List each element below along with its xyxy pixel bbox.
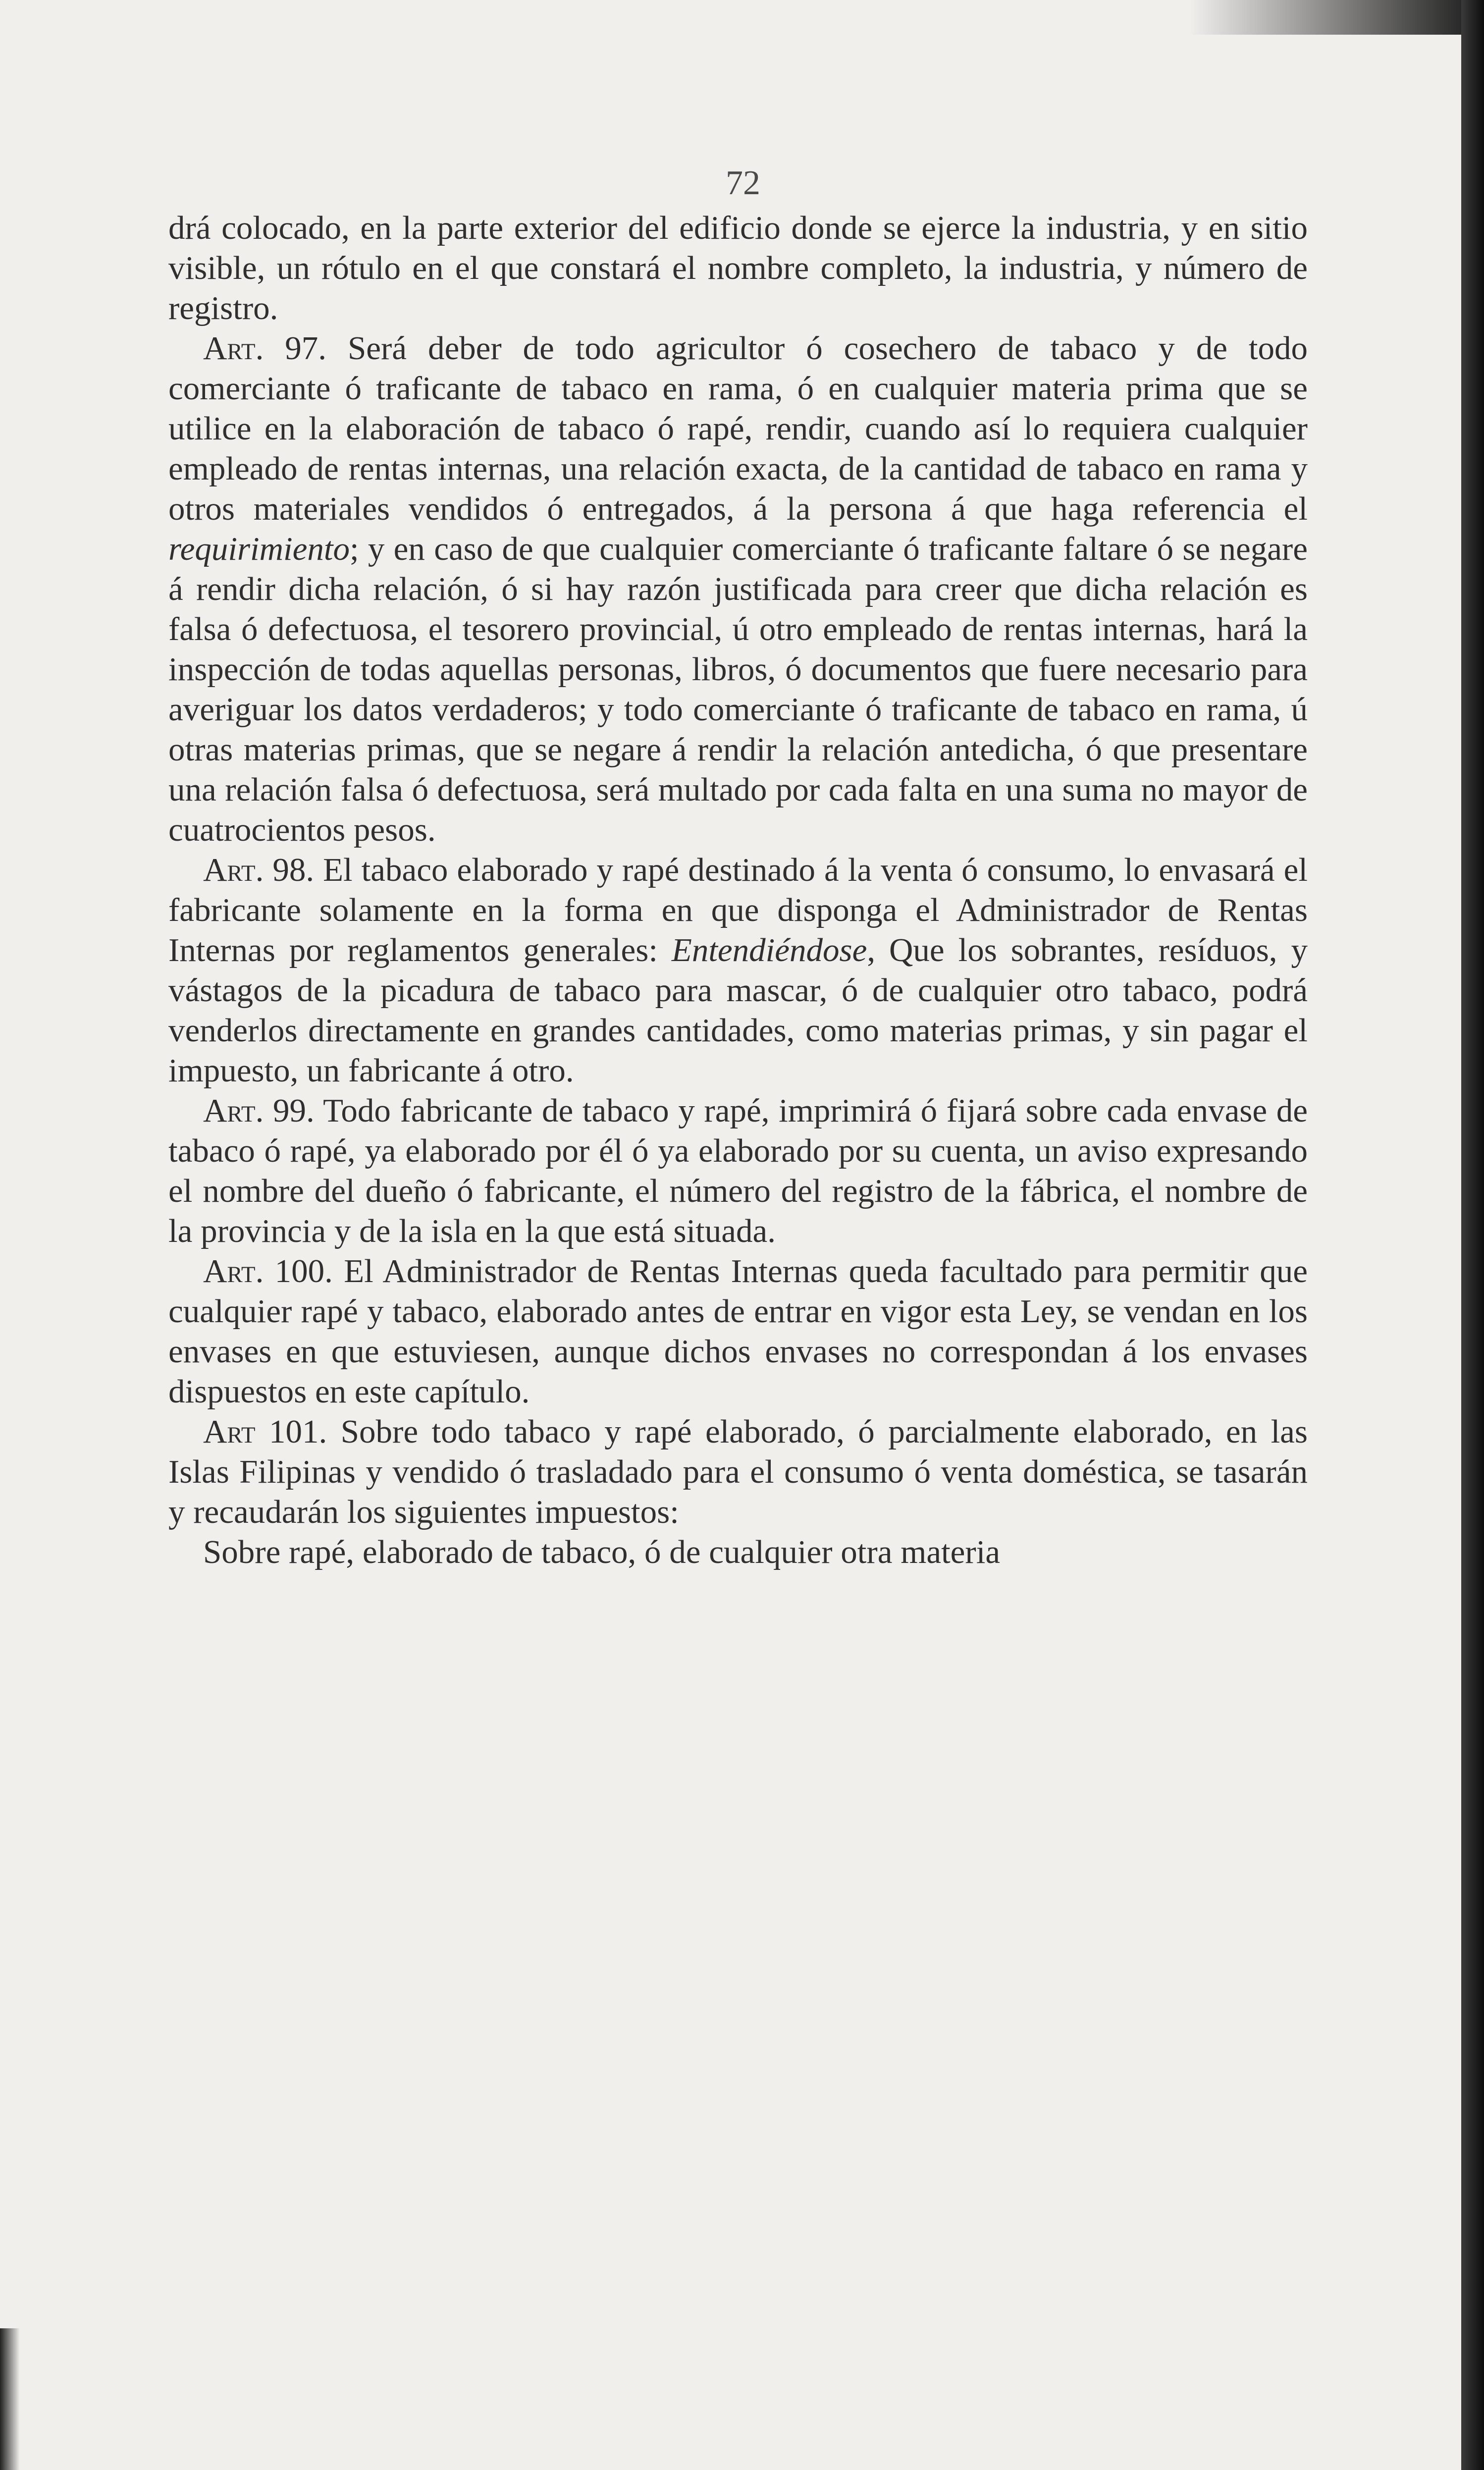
paragraph-text: El tabaco elaborado y rapé destinado á la venta ó consumo, lo envasará el fabricante solamente en la forma en que disponga el Administrador de Rentas Internas por reglamentos generales: [168, 852, 1308, 968]
paragraph-text: ; y en caso de que cualquier comerciante ó traficante faltare ó se negare á rendir dicha relación, ó si hay razón justificada para creer que dicha relación es falsa ó defectuosa, el tesorero provincial, ú otro empleado de rentas internas, hará la inspección de todas aquellas personas, libros, ó documentos que fuere necesario para averiguar los datos verdaderos; y todo comerciante ó traficante de tabaco en rama, ú otras materias primas, que se negare á rendir la relación antedicha, ó que presentare una relación falsa ó defectuosa, será multado por cada falta en una suma no mayor de cuatrocientos pesos. [168, 531, 1308, 848]
scan-shadow [1189, 0, 1461, 35]
paragraph-text: , Que los sobrantes, resíduos, y vástagos de la picadura de tabaco para mascar, ó de cualquier otro tabaco, podrá venderlos directamente en grandes cantidades, como materias primas, y sin pagar el impuesto, un fabricante á otro. [168, 932, 1308, 1089]
article-paragraph [168, 1091, 1308, 1251]
italic-text: requirimiento [168, 531, 350, 567]
article-paragraph [168, 1251, 1308, 1412]
article-label: Art 101. [203, 1413, 327, 1450]
paragraph-text: Todo fabricante de tabaco y rapé, imprimirá ó fijará sobre cada envase de tabaco ó rapé, ya elaborado por él ó ya elaborado por su cuenta, un aviso expresando el nombre del dueño ó fabricante, el número del registro de la fábrica, el nombre de la provincia y de la isla en la que está situada. [168, 1092, 1308, 1249]
paragraph-text: Será deber de todo agricultor ó cosechero de tabaco y de todo comerciante ó traficante de tabaco en rama, ó en cualquier materia prima que se utilice en la elaboración de tabaco ó rapé, rendir, cuando así lo requiera cualquier empleado de rentas internas, una relación exacta, de la cantidad de tabaco en rama y otros materiales vendidos ó entregados, á la persona á que haga referencia el [168, 330, 1308, 527]
article-paragraph [168, 328, 1308, 850]
article-paragraph [168, 850, 1308, 1091]
paragraph-text: drá colocado, en la parte exterior del edificio donde se ejerce la industria, y en sitio visible, un rótulo en el que constará el nombre completo, la industria, y número de registro. [168, 210, 1308, 326]
body-text [168, 208, 1308, 1572]
page-number: 72 [726, 164, 760, 202]
paragraph [168, 208, 1308, 328]
scan-edge-mark [0, 2328, 20, 2470]
italic-text: Entendiéndose [671, 932, 867, 968]
paragraph [168, 1532, 1308, 1572]
article-label: Art. 100. [203, 1253, 333, 1289]
article-label: Art. 99. [203, 1092, 315, 1129]
paragraph-text: Sobre todo tabaco y rapé elaborado, ó parcialmente elaborado, en las Islas Filipinas y vendido ó trasladado para el consumo ó venta doméstica, se tasarán y recaudarán los siguientes impuestos: [168, 1413, 1308, 1530]
paragraph-text: Sobre rapé, elaborado de tabaco, ó de cualquier otra materia [203, 1534, 1001, 1570]
book-spine-edge [1461, 0, 1484, 2470]
paragraph-text: El Administrador de Rentas Internas queda facultado para permitir que cualquier rapé y tabaco, elaborado antes de entrar en vigor esta Ley, se vendan en los envases en que estuviesen, aunque dichos envases no correspondan á los envases dispuestos en este capítulo. [168, 1253, 1308, 1410]
article-label: Art. 97. [203, 330, 327, 367]
article-label: Art. 98. [203, 852, 315, 888]
article-paragraph [168, 1412, 1308, 1532]
